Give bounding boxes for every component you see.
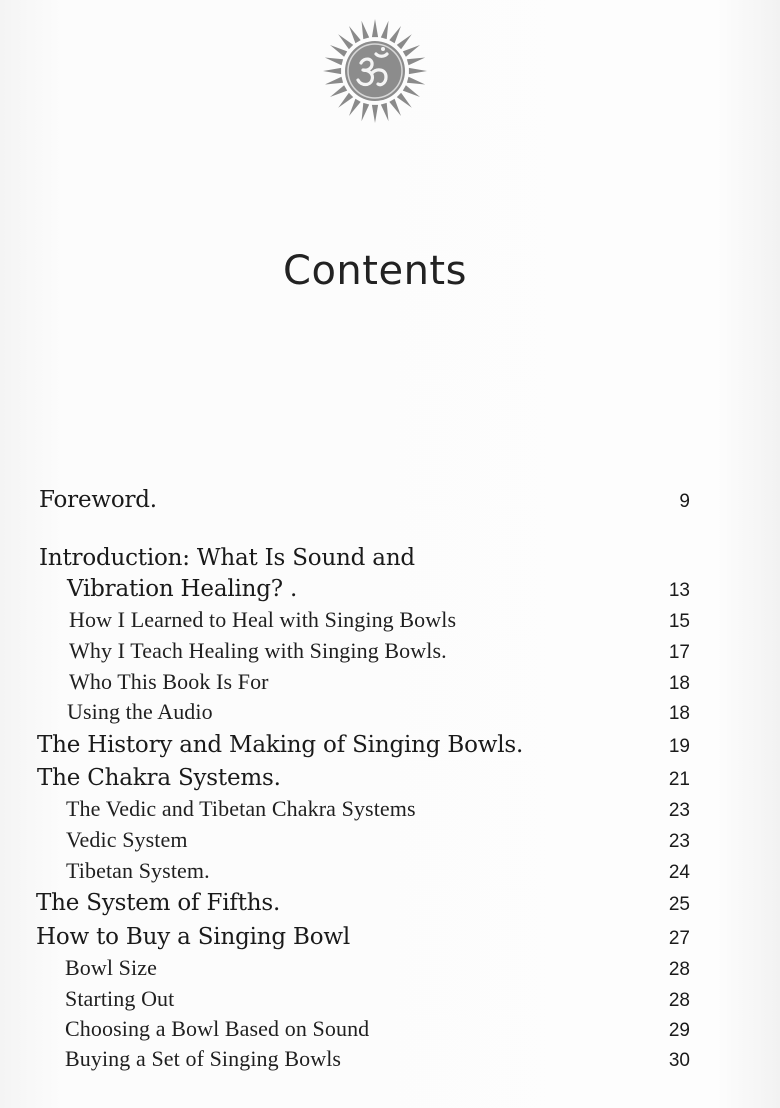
toc-section-title: Bowl Size — [65, 955, 157, 980]
toc-section-title: The Vedic and Tibetan Chakra Systems — [66, 796, 416, 821]
toc-page-number: 27 — [668, 928, 690, 949]
toc-section-title: How I Learned to Heal with Singing Bowls — [69, 607, 457, 632]
toc-chapter-title: The Chakra Systems. — [37, 765, 281, 791]
page-title: Contents — [283, 248, 467, 294]
toc-chapter-title: Vibration Healing? . — [67, 576, 298, 602]
toc-section-title: Who This Book Is For — [69, 669, 269, 694]
toc-chapter-title: Introduction: What Is Sound and — [39, 545, 415, 571]
toc-section-title: Buying a Set of Singing Bowls — [65, 1046, 342, 1071]
toc-page-number: 24 — [668, 862, 690, 883]
toc-chapter-title: The History and Making of Singing Bowls. — [37, 732, 524, 758]
toc-section-title: Using the Audio — [67, 699, 213, 724]
toc-page-number: 29 — [668, 1020, 690, 1041]
toc-page-number: 13 — [668, 580, 690, 601]
toc-section-title: Tibetan System. — [66, 858, 210, 883]
toc-page-number: 28 — [668, 990, 690, 1011]
toc-section-title: Vedic System — [66, 827, 188, 852]
toc-page-number: 30 — [668, 1050, 690, 1071]
toc-page-number: 18 — [668, 703, 690, 724]
toc-page-number: 23 — [668, 800, 690, 821]
toc-section-title: Why I Teach Healing with Singing Bowls. — [69, 638, 447, 663]
toc-page-number: 15 — [668, 611, 690, 632]
toc-page-number: 19 — [668, 736, 690, 757]
toc-section-title: Choosing a Bowl Based on Sound — [65, 1016, 370, 1041]
toc-page-number: 21 — [668, 769, 690, 790]
toc-page-number: 25 — [668, 894, 690, 915]
toc-chapter-title: Foreword. — [39, 487, 157, 513]
toc-page-number: 17 — [668, 642, 690, 663]
toc-page-number: 18 — [668, 673, 690, 694]
toc-page-number: 23 — [668, 831, 690, 852]
toc-section-title: Starting Out — [65, 986, 175, 1011]
toc-chapter-title: The System of Fifths. — [36, 890, 281, 916]
toc-page-number: 28 — [668, 959, 690, 980]
toc-chapter-title: How to Buy a Singing Bowl — [36, 924, 350, 950]
toc-page-number: 9 — [679, 491, 690, 512]
